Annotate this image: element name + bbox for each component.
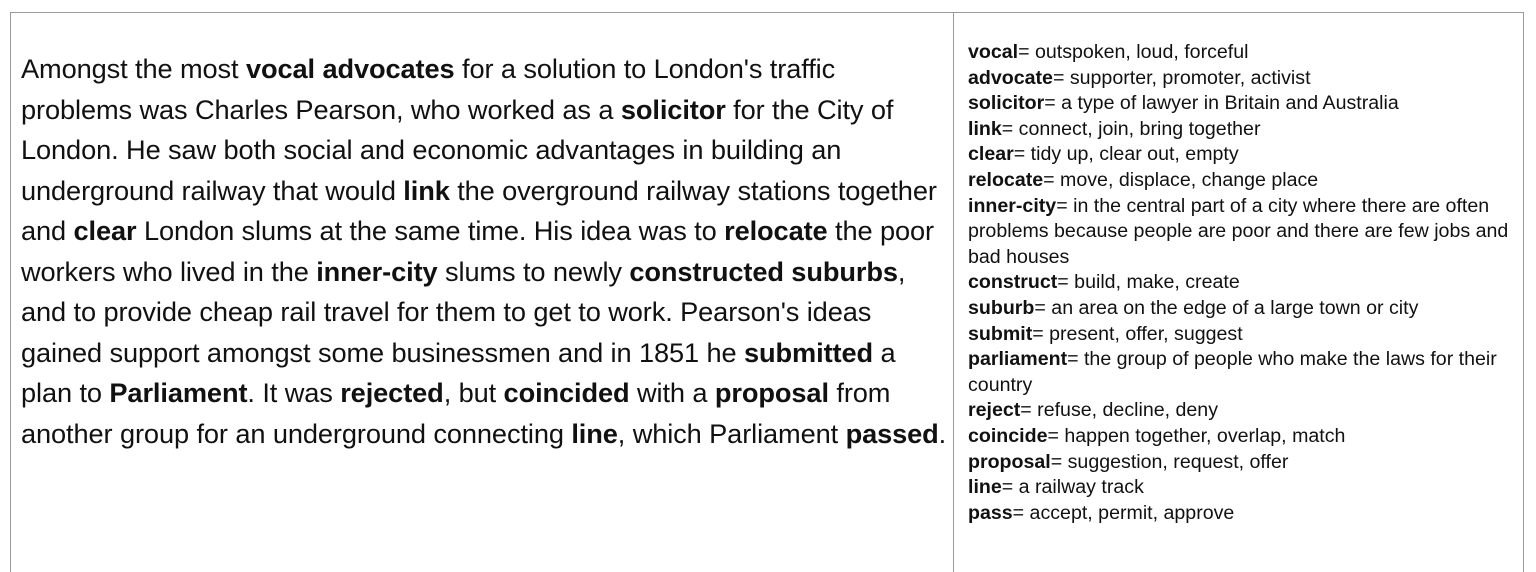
glossary-definition: = in the central part of a city where there are often problems because people are poor and there are few jobs and bad houses <box>968 194 1509 268</box>
glossary-entry <box>968 194 1523 271</box>
passage-text: with a <box>629 377 715 408</box>
glossary-entry <box>968 66 1523 92</box>
glossary-term: suburb <box>968 296 1035 319</box>
glossary-term: line <box>968 476 1002 499</box>
key-term: clear <box>73 215 137 246</box>
glossary-definition: = tidy up, clear out, empty <box>1013 143 1239 166</box>
key-term: vocal advocates <box>245 53 455 84</box>
glossary-entry <box>968 168 1523 194</box>
glossary-term: submit <box>968 322 1033 345</box>
passage-text: , but <box>443 377 504 408</box>
key-term: constructed suburbs <box>629 255 898 287</box>
passage-text: for the City of London. He saw both social and economic advantages in building an underground railway that would <box>21 93 894 206</box>
glossary-definition: = happen together, overlap, match <box>1047 424 1346 447</box>
key-term: line <box>571 417 618 449</box>
glossary-term: inner-city <box>968 194 1057 217</box>
glossary-list <box>968 40 1523 526</box>
glossary-definition: = refuse, decline, deny <box>1020 399 1218 422</box>
key-term: Parliament <box>109 377 248 408</box>
key-term: relocate <box>724 215 828 246</box>
passage-text: Amongst the most <box>21 53 246 84</box>
glossary-term: link <box>968 117 1002 140</box>
glossary-entry <box>968 475 1523 501</box>
glossary-entry <box>968 424 1523 450</box>
glossary-definition: = the group of people who make the laws for their country <box>968 348 1497 396</box>
passage-cell <box>11 13 954 572</box>
glossary-term: advocate <box>968 66 1053 89</box>
glossary-entry <box>968 117 1523 143</box>
glossary-term: construct <box>968 271 1058 294</box>
glossary-term: vocal <box>968 41 1019 63</box>
glossary-entry <box>968 142 1523 168</box>
reading-passage <box>21 49 953 454</box>
glossary-definition: = accept, permit, approve <box>1012 501 1235 524</box>
glossary-entry <box>968 347 1523 398</box>
glossary-term: pass <box>968 501 1013 524</box>
glossary-entry <box>968 270 1523 296</box>
passage-text: a plan to <box>21 336 896 408</box>
key-term: coincided <box>503 377 630 408</box>
glossary-definition: = outspoken, loud, forceful <box>1018 41 1249 63</box>
glossary-definition: = an area on the edge of a large town or city <box>1034 296 1419 319</box>
glossary-term: relocate <box>968 168 1044 191</box>
passage-text: the overground railway stations together and <box>21 174 937 246</box>
glossary-term: clear <box>968 143 1014 166</box>
glossary-definition: = build, make, create <box>1057 271 1240 294</box>
glossary-entry <box>968 296 1523 322</box>
glossary-entry <box>968 40 1523 66</box>
key-term: passed <box>845 417 939 449</box>
glossary-entry <box>968 398 1523 424</box>
glossary-definition: = a railway track <box>1001 476 1144 499</box>
passage-text: for a solution to London's traffic problems was Charles Pearson, who worked as a <box>21 53 836 125</box>
glossary-term: proposal <box>968 450 1051 473</box>
key-term: submitted <box>744 336 874 368</box>
glossary-entry <box>968 450 1523 476</box>
glossary-definition: = move, displace, change place <box>1043 168 1319 191</box>
passage-text: from another group for an underground connecting <box>21 377 891 449</box>
glossary-term: coincide <box>968 424 1048 447</box>
passage-text: slums to newly <box>437 255 630 287</box>
glossary-definition: = connect, join, bring together <box>1001 117 1261 140</box>
passage-text: , and to provide cheap rail travel for them to get to work. Pearson's ideas gained support amongst some businessmen and in 1851 he <box>21 255 906 368</box>
glossary-cell <box>954 13 1523 572</box>
glossary-definition: = present, offer, suggest <box>1032 322 1243 345</box>
glossary-entry <box>968 322 1523 348</box>
key-term: inner-city <box>316 255 438 287</box>
glossary-entry <box>968 91 1523 117</box>
key-term: proposal <box>714 377 829 408</box>
key-term: link <box>403 174 450 206</box>
passage-text: , which Parliament <box>617 417 846 449</box>
passage-text: . It was <box>247 377 341 408</box>
passage-text: the poor workers who lived in the <box>21 215 934 287</box>
passage-text: London slums at the same time. His idea was to <box>136 215 725 246</box>
vocabulary-table <box>10 12 1524 572</box>
glossary-definition: = suggestion, request, offer <box>1050 450 1289 473</box>
key-term: solicitor <box>620 93 726 125</box>
glossary-entry <box>968 501 1523 527</box>
glossary-definition: = a type of lawyer in Britain and Australia <box>1044 92 1399 115</box>
key-term: rejected <box>340 377 444 408</box>
glossary-term: solicitor <box>968 92 1045 115</box>
glossary-definition: = supporter, promoter, activist <box>1052 66 1311 89</box>
glossary-term: reject <box>968 399 1021 422</box>
passage-text: . <box>938 417 947 449</box>
glossary-term: parliament <box>968 348 1068 371</box>
